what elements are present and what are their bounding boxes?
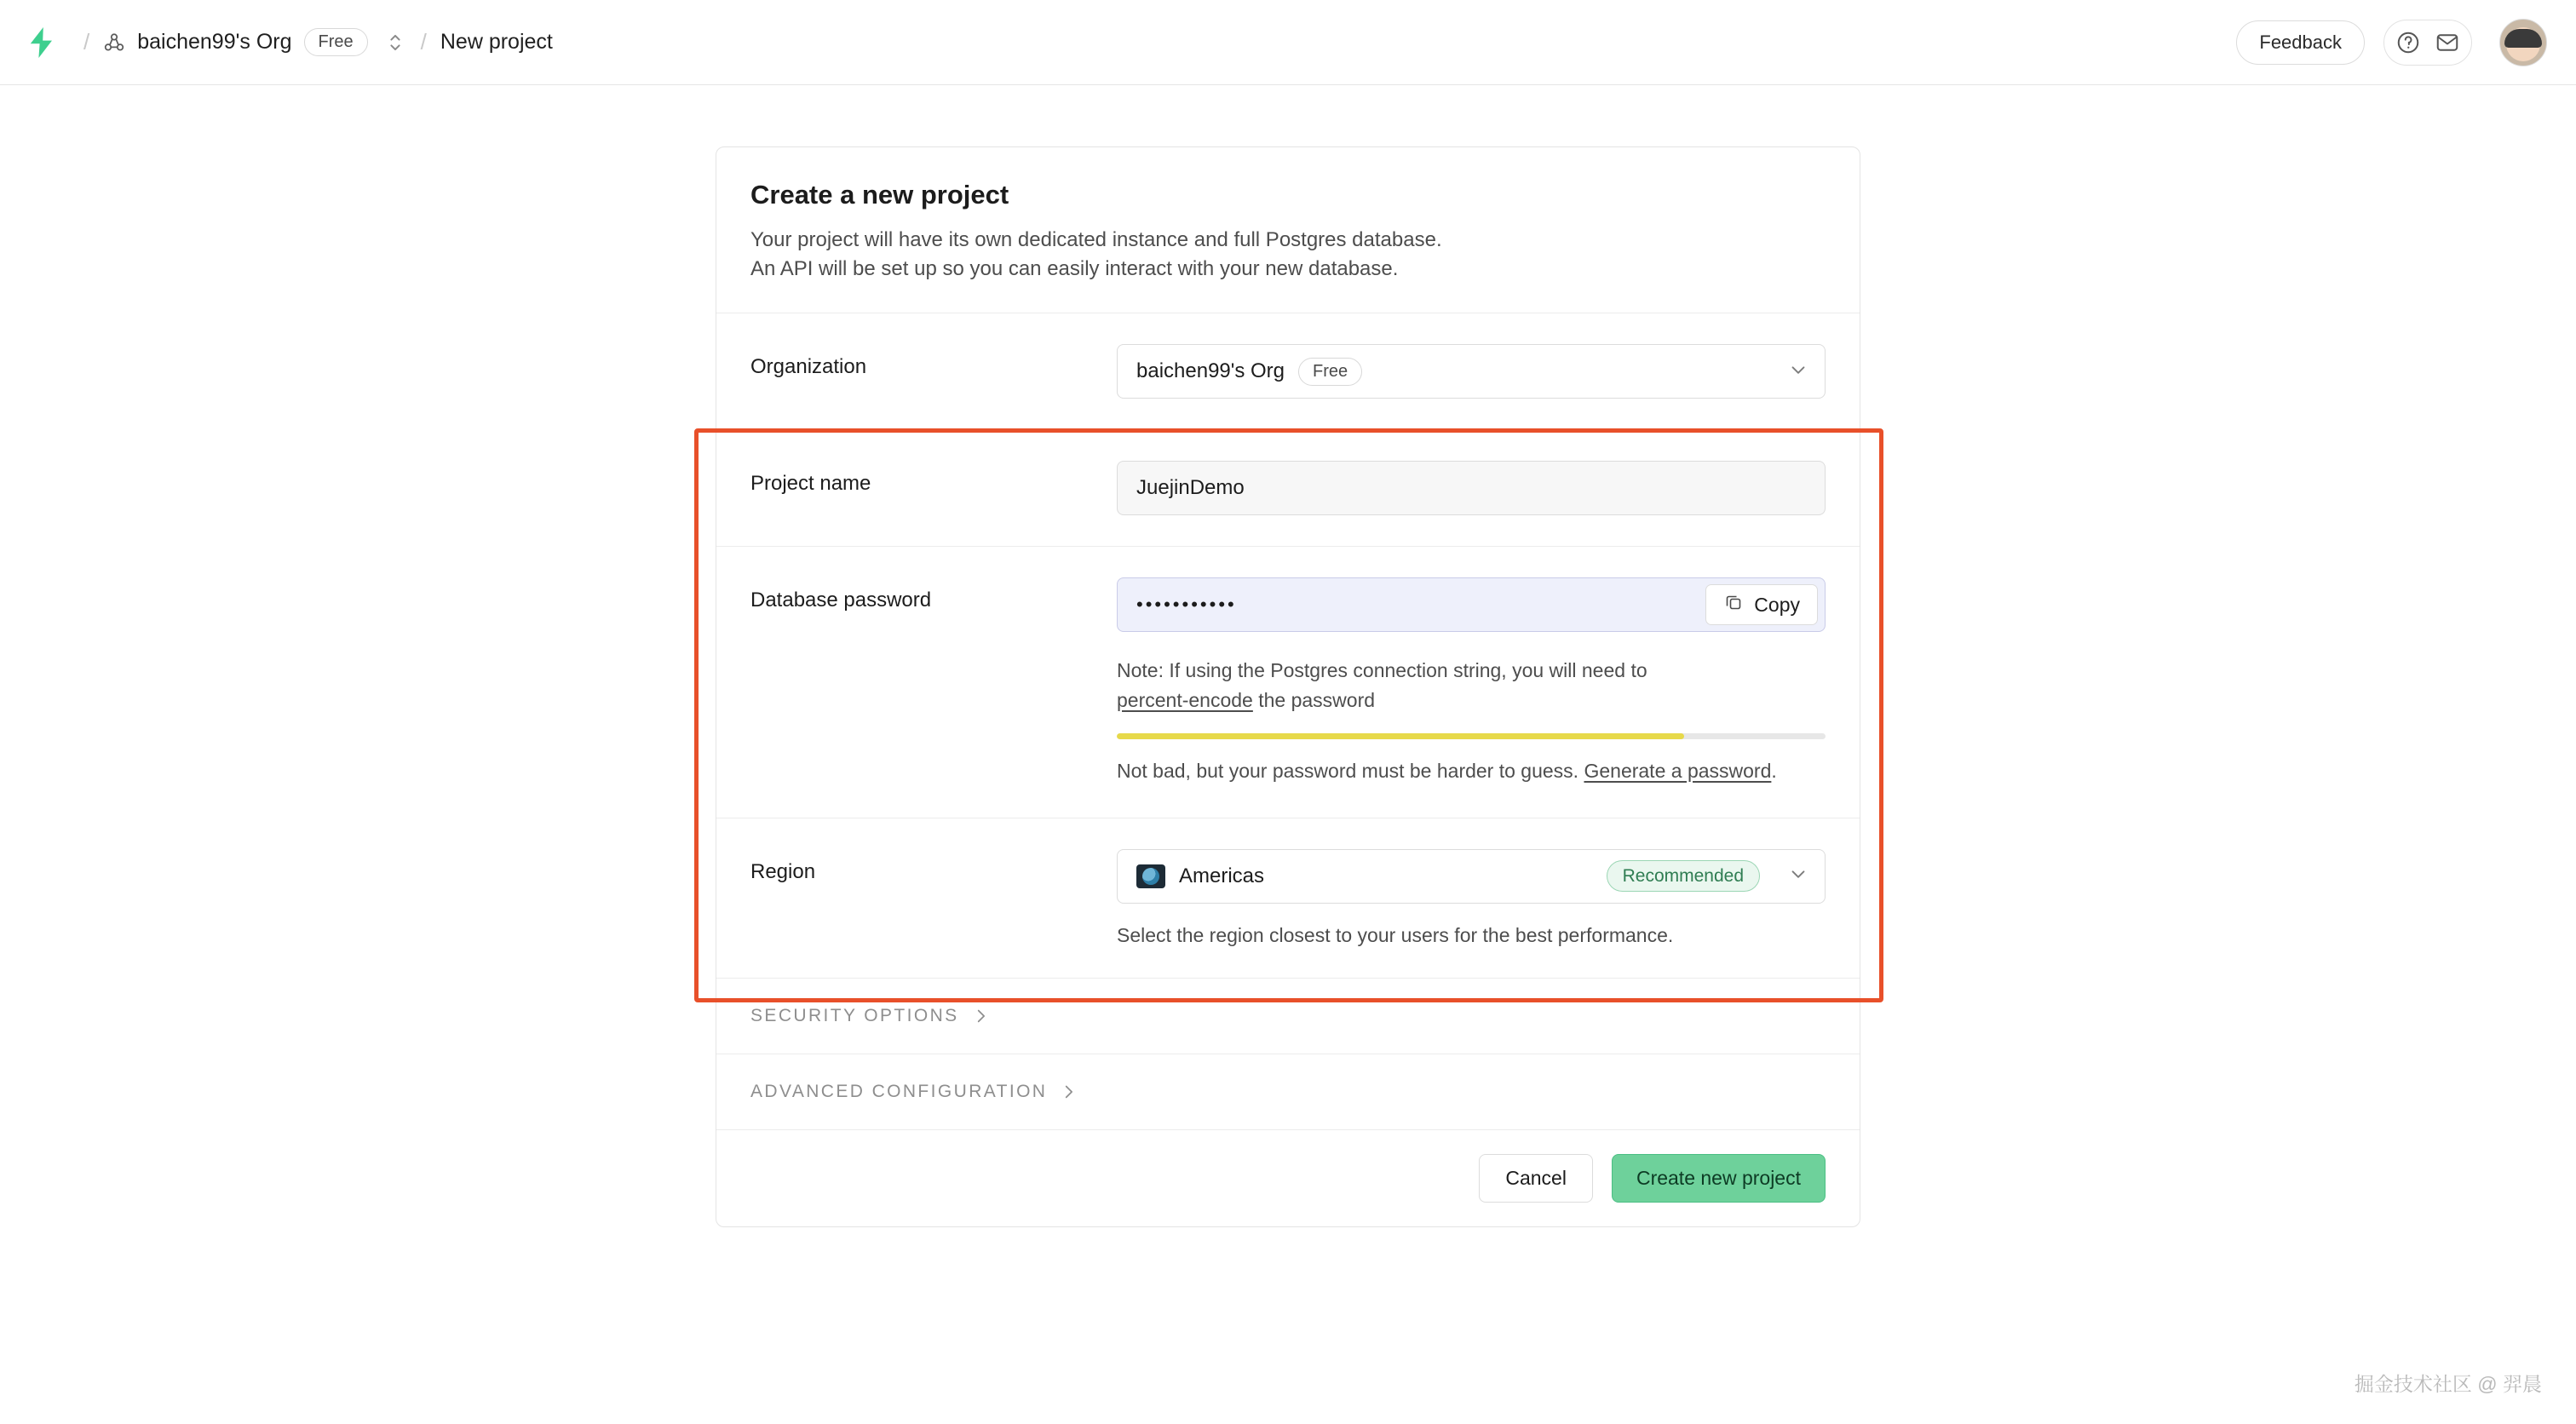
breadcrumb-separator-2: /: [420, 29, 427, 55]
region-label: Region: [750, 859, 816, 883]
security-options-toggle[interactable]: [716, 979, 1860, 1054]
security-options-label: SECURITY OPTIONS: [750, 1005, 959, 1025]
breadcrumb-organization[interactable]: [103, 28, 367, 56]
top-navigation-bar: [0, 0, 2576, 85]
password-strength-period: .: [1771, 760, 1777, 783]
chevron-right-icon: [971, 1007, 990, 1025]
region-selected-value: Americas: [1179, 864, 1265, 887]
advanced-configuration-label: ADVANCED CONFIGURATION: [750, 1081, 1048, 1101]
copy-button-label: Copy: [1754, 593, 1800, 616]
project-name-row: [716, 430, 1860, 547]
create-new-project-button[interactable]: Create new project: [1612, 1154, 1826, 1203]
chevron-down-icon: [1787, 359, 1809, 385]
org-icon: [103, 32, 125, 54]
project-name-label: Project name: [750, 472, 871, 496]
database-password-field: [1117, 577, 1826, 787]
database-password-label: Database password: [750, 589, 932, 612]
topbar-right-actions: [2236, 19, 2547, 66]
card-subtitle-line-2: An API will be set up so you can easily interact with your new database.: [750, 257, 1399, 281]
help-circle-icon[interactable]: [2391, 26, 2425, 60]
organization-select[interactable]: [1117, 344, 1826, 399]
card-footer: [716, 1130, 1860, 1226]
region-helper-text: Select the region closest to your users for the best performance.: [1117, 923, 1674, 946]
create-project-card: [716, 146, 1860, 1227]
database-password-input[interactable]: [1117, 577, 1826, 632]
watermark-text: 掘金技术社区 @ 羿晨: [2354, 1373, 2542, 1395]
copy-icon: [1723, 592, 1744, 617]
region-field: [1117, 849, 1826, 947]
password-encoding-note: [1117, 656, 1826, 715]
inbox-icon[interactable]: [2430, 26, 2464, 60]
breadcrumb-project: New project: [440, 30, 553, 54]
copy-password-button[interactable]: [1705, 584, 1818, 625]
password-strength-fill: [1117, 733, 1684, 739]
organization-selected-value: baichen99's Org: [1136, 359, 1285, 383]
org-plan-badge: Free: [304, 28, 368, 56]
password-note-prefix: Note: If using the Postgres connection string, you will need to: [1117, 659, 1647, 682]
region-select[interactable]: [1117, 849, 1826, 904]
card-header: [716, 147, 1860, 313]
supabase-logo-icon[interactable]: [27, 26, 56, 59]
chevron-right-icon: [1059, 1082, 1078, 1101]
password-strength-meter: [1117, 733, 1826, 739]
organization-field: [1117, 344, 1826, 399]
page-title: Create a new project: [750, 180, 1009, 210]
region-recommended-badge: Recommended: [1607, 860, 1760, 892]
generate-password-link[interactable]: Generate a password: [1584, 760, 1772, 783]
password-strength-note: [1117, 756, 1815, 787]
project-name-input[interactable]: JuejinDemo: [1117, 461, 1826, 515]
chevron-down-icon: [1787, 863, 1809, 889]
card-subtitle-line-1: Your project will have its own dedicated instance and full Postgres database.: [750, 228, 1442, 251]
project-name-field: [1117, 461, 1826, 515]
organization-label: Organization: [750, 355, 867, 379]
feedback-button[interactable]: Feedback: [2236, 20, 2365, 65]
organization-plan-badge: Free: [1298, 358, 1362, 386]
org-name-label: baichen99's Org: [137, 30, 292, 54]
password-masked-value: •••••••••••: [1136, 594, 1237, 616]
percent-encode-link[interactable]: percent-encode: [1117, 688, 1253, 711]
database-password-row: [716, 547, 1860, 818]
org-switcher-icon[interactable]: [383, 26, 407, 59]
breadcrumb-separator-1: /: [83, 29, 90, 55]
advanced-configuration-toggle[interactable]: [716, 1054, 1860, 1130]
password-strength-text: Not bad, but your password must be harder to guess.: [1117, 760, 1579, 783]
americas-globe-icon: [1136, 864, 1165, 888]
help-and-inbox-group: [2383, 20, 2472, 66]
page-body: [0, 85, 2576, 1227]
region-row: [716, 818, 1860, 979]
organization-row: [716, 313, 1860, 430]
password-note-suffix: the password: [1258, 688, 1376, 711]
user-avatar[interactable]: [2499, 19, 2547, 66]
cancel-button[interactable]: Cancel: [1479, 1154, 1593, 1203]
